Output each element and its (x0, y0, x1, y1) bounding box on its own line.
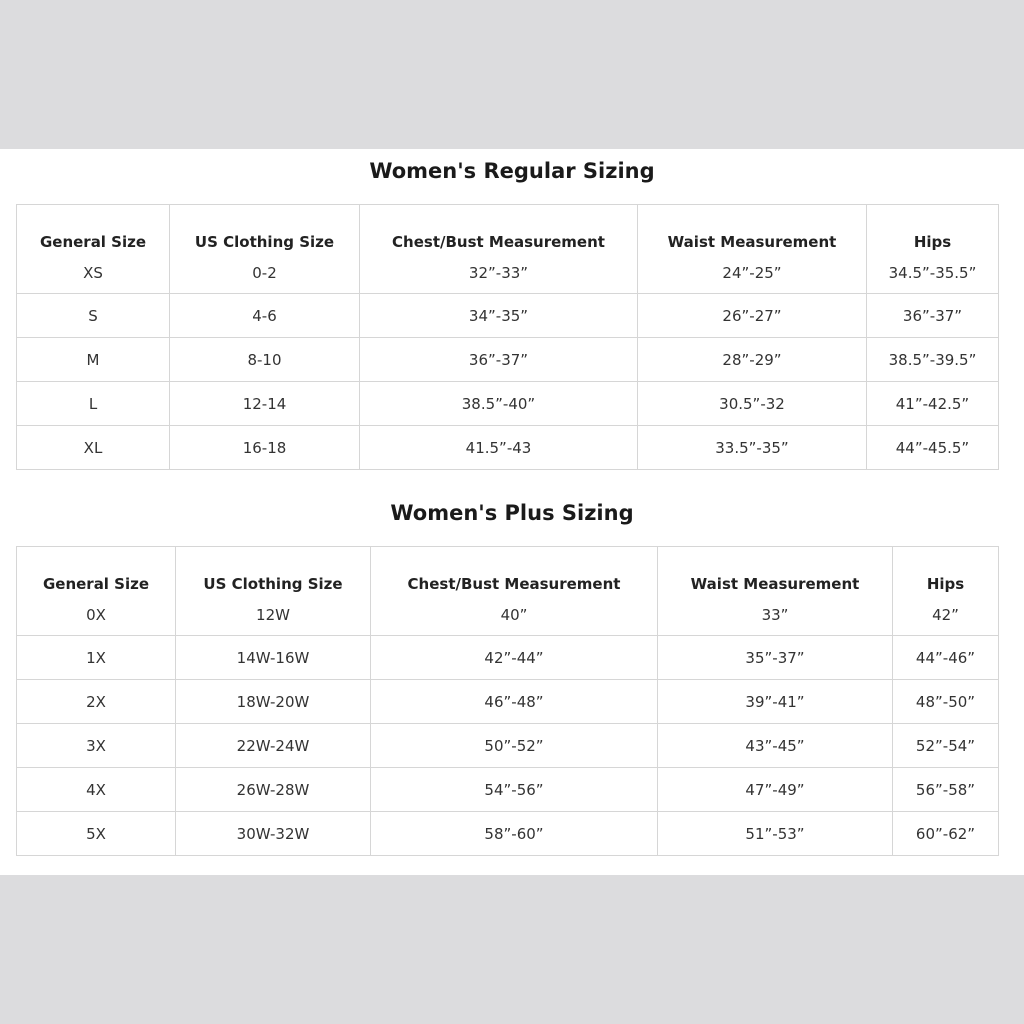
table-cell: 43”-45” (658, 724, 893, 768)
column-header-chest-bust: Chest/Bust Measurement (371, 547, 658, 596)
table-cell: 12-14 (170, 382, 360, 426)
table-cell: 46”-48” (371, 680, 658, 724)
column-header-us-clothing-size: US Clothing Size (176, 547, 371, 596)
table-cell: 26”-27” (638, 294, 867, 338)
table-cell: 42”-44” (371, 636, 658, 680)
table-cell: 2X (17, 680, 176, 724)
table-cell: 33” (658, 595, 893, 636)
regular-sizing-title: Women's Regular Sizing (369, 159, 655, 183)
column-header-chest-bust: Chest/Bust Measurement (360, 205, 638, 254)
table-row (17, 338, 999, 382)
table-header-row (17, 205, 999, 254)
table-cell: 48”-50” (893, 680, 999, 724)
table-header-row (17, 547, 999, 596)
table-cell: 36”-37” (867, 294, 999, 338)
table-cell: 35”-37” (658, 636, 893, 680)
column-header-general-size: General Size (17, 547, 176, 596)
column-header-waist: Waist Measurement (638, 205, 867, 254)
table-row (17, 253, 999, 294)
table-cell: 0-2 (170, 253, 360, 294)
table-cell: 26W-28W (176, 768, 371, 812)
table-cell: 4-6 (170, 294, 360, 338)
table-cell: 42” (893, 595, 999, 636)
table-cell: 39”-41” (658, 680, 893, 724)
table-cell: 40” (371, 595, 658, 636)
column-header-hips: Hips (867, 205, 999, 254)
column-header-waist: Waist Measurement (658, 547, 893, 596)
table-cell: 41”-42.5” (867, 382, 999, 426)
table-cell: 16-18 (170, 426, 360, 470)
table-row (17, 595, 999, 636)
table-cell: 4X (17, 768, 176, 812)
table-cell: 22W-24W (176, 724, 371, 768)
table-cell: 44”-46” (893, 636, 999, 680)
table-cell: 51”-53” (658, 812, 893, 856)
column-header-general-size: General Size (17, 205, 170, 254)
table-cell: XL (17, 426, 170, 470)
table-cell: 18W-20W (176, 680, 371, 724)
table-cell: 12W (176, 595, 371, 636)
column-header-us-clothing-size: US Clothing Size (170, 205, 360, 254)
table-row (17, 294, 999, 338)
table-cell: 24”-25” (638, 253, 867, 294)
table-row (17, 636, 999, 680)
table-cell: 8-10 (170, 338, 360, 382)
size-chart-sheet (0, 149, 1024, 875)
table-cell: 34”-35” (360, 294, 638, 338)
table-cell: 56”-58” (893, 768, 999, 812)
table-cell: 34.5”-35.5” (867, 253, 999, 294)
table-cell: 54”-56” (371, 768, 658, 812)
table-cell: 30W-32W (176, 812, 371, 856)
table-row (17, 724, 999, 768)
table-cell: 38.5”-39.5” (867, 338, 999, 382)
table-cell: 14W-16W (176, 636, 371, 680)
table-cell: 32”-33” (360, 253, 638, 294)
table-cell: 33.5”-35” (638, 426, 867, 470)
table-cell: 30.5”-32 (638, 382, 867, 426)
table-cell: 0X (17, 595, 176, 636)
table-cell: 5X (17, 812, 176, 856)
table-row (17, 768, 999, 812)
table-row (17, 426, 999, 470)
table-cell: M (17, 338, 170, 382)
table-cell: XS (17, 253, 170, 294)
regular-sizing-table (16, 204, 999, 470)
table-cell: 47”-49” (658, 768, 893, 812)
table-cell: 50”-52” (371, 724, 658, 768)
column-header-hips: Hips (893, 547, 999, 596)
table-cell: 36”-37” (360, 338, 638, 382)
table-cell: 44”-45.5” (867, 426, 999, 470)
plus-sizing-table (16, 546, 999, 856)
table-cell: 60”-62” (893, 812, 999, 856)
table-cell: 1X (17, 636, 176, 680)
table-cell: S (17, 294, 170, 338)
table-cell: 28”-29” (638, 338, 867, 382)
table-cell: 52”-54” (893, 724, 999, 768)
table-cell: 58”-60” (371, 812, 658, 856)
table-cell: 3X (17, 724, 176, 768)
table-row (17, 680, 999, 724)
plus-sizing-title: Women's Plus Sizing (390, 501, 634, 525)
table-cell: L (17, 382, 170, 426)
table-cell: 38.5”-40” (360, 382, 638, 426)
table-cell: 41.5”-43 (360, 426, 638, 470)
table-row (17, 382, 999, 426)
table-row (17, 812, 999, 856)
